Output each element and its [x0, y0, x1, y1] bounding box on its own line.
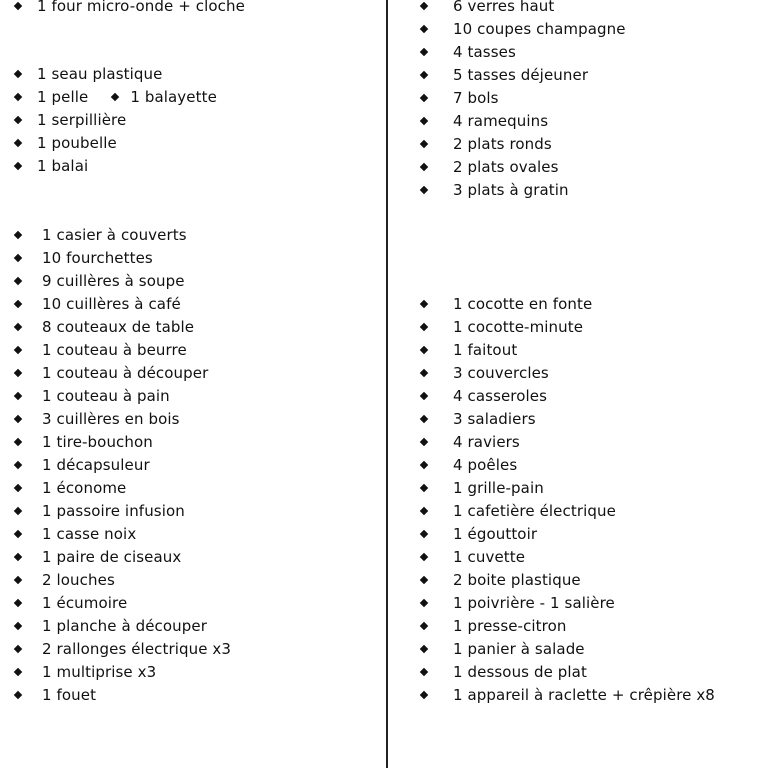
list-item-label: 2 plats ronds: [453, 135, 552, 153]
diamond-bullet-icon: [420, 691, 428, 699]
diamond-bullet-icon: [420, 622, 428, 630]
list-item-label: 1 cafetière électrique: [453, 502, 616, 520]
list-item-label: 10 fourchettes: [42, 249, 153, 267]
list-item-label: 10 cuillères à café: [42, 295, 181, 313]
diamond-bullet-icon: [420, 25, 428, 33]
list-item-label: 1 couteau à beurre: [42, 341, 187, 359]
diamond-bullet-icon: [14, 369, 22, 377]
diamond-bullet-icon: [420, 346, 428, 354]
diamond-bullet-icon: [14, 484, 22, 492]
diamond-bullet-icon: [420, 668, 428, 676]
diamond-bullet-icon: [420, 2, 428, 10]
diamond-bullet-icon: [14, 254, 22, 262]
list-item-label: 1 cocotte-minute: [453, 318, 584, 336]
diamond-bullet-icon: [420, 186, 428, 194]
list-item-label-first: 1 pelle: [37, 88, 89, 106]
diamond-bullet-icon: [420, 94, 428, 102]
diamond-bullet-icon: [14, 576, 22, 584]
list-item-label: 1 paire de ciseaux: [42, 548, 182, 566]
list-item-label: 2 louches: [42, 571, 115, 589]
diamond-bullet-icon: [14, 691, 22, 699]
list-item-label: 1 seau plastique: [37, 65, 163, 83]
diamond-bullet-icon: [14, 415, 22, 423]
list-item-label: 1 couteau à découper: [42, 364, 209, 382]
diamond-bullet-icon: [14, 346, 22, 354]
list-item-label: 1 couteau à pain: [42, 387, 170, 405]
diamond-bullet-icon: [420, 323, 428, 331]
diamond-bullet-icon: [14, 2, 22, 10]
diamond-bullet-icon: [14, 622, 22, 630]
list-item-label: 10 coupes champagne: [453, 20, 626, 38]
diamond-bullet-icon: [14, 438, 22, 446]
list-item-label: 2 rallonges électrique x3: [42, 640, 232, 658]
diamond-bullet-icon: [420, 461, 428, 469]
list-item-label: 4 ramequins: [453, 112, 549, 130]
list-item-label: 4 poêles: [453, 456, 518, 474]
list-item-label: 4 tasses: [453, 43, 516, 61]
list-item-label: 1 panier à salade: [453, 640, 585, 658]
list-item-label: 1 planche à découper: [42, 617, 208, 635]
diamond-bullet-icon: [14, 553, 22, 561]
diamond-bullet-icon: [420, 553, 428, 561]
list-item-label: 7 bols: [453, 89, 499, 107]
diamond-bullet-icon: [14, 277, 22, 285]
list-item-label: 1 balai: [37, 157, 89, 175]
diamond-bullet-icon: [420, 599, 428, 607]
column-divider: [386, 0, 388, 768]
list-item-label: 1 faitout: [453, 341, 518, 359]
list-item-label: 1 passoire infusion: [42, 502, 185, 520]
diamond-bullet-icon: [14, 645, 22, 653]
diamond-bullet-icon: [14, 116, 22, 124]
list-item-label: 1 casier à couverts: [42, 226, 187, 244]
diamond-bullet-icon: [14, 599, 22, 607]
diamond-bullet-icon: [14, 70, 22, 78]
diamond-bullet-icon: [420, 48, 428, 56]
diamond-bullet-icon: [420, 140, 428, 148]
diamond-bullet-icon: [420, 392, 428, 400]
diamond-bullet-icon: [14, 461, 22, 469]
list-item-label: 3 couvercles: [453, 364, 549, 382]
list-item-label: 9 cuillères à soupe: [42, 272, 185, 290]
list-item-label: 3 saladiers: [453, 410, 536, 428]
diamond-bullet-icon: [14, 507, 22, 515]
diamond-bullet-icon: [420, 507, 428, 515]
list-item-label: 1 grille-pain: [453, 479, 544, 497]
list-item-label: 1 cocotte en fonte: [453, 295, 593, 313]
diamond-bullet-icon: [420, 369, 428, 377]
list-item-label: 1 cuvette: [453, 548, 526, 566]
list-item-label: [37, 86, 217, 109]
diamond-bullet-icon: [420, 163, 428, 171]
list-item-label: 3 cuillères en bois: [42, 410, 180, 428]
list-item-label: 1 poubelle: [37, 134, 117, 152]
list-item-label: 1 poivrière - 1 salière: [453, 594, 615, 612]
diamond-bullet-icon: [14, 93, 22, 101]
list-item-label: 1 fouet: [42, 686, 97, 704]
list-item-label: 5 tasses déjeuner: [453, 66, 589, 84]
list-item-label: 1 tire-bouchon: [42, 433, 153, 451]
diamond-bullet-icon: [111, 92, 119, 100]
list-item-label: 1 four micro-onde + cloche: [37, 0, 245, 15]
list-item-label: 1 écumoire: [42, 594, 128, 612]
list-item-label: 1 égouttoir: [453, 525, 538, 543]
diamond-bullet-icon: [420, 117, 428, 125]
diamond-bullet-icon: [420, 438, 428, 446]
diamond-bullet-icon: [14, 668, 22, 676]
list-item-label: 1 économe: [42, 479, 127, 497]
list-item-label: 1 multiprise x3: [42, 663, 157, 681]
list-item-label: 1 serpillière: [37, 111, 127, 129]
list-item-label: 8 couteaux de table: [42, 318, 195, 336]
list-item-label: 1 appareil à raclette + crêpière x8: [453, 686, 715, 704]
diamond-bullet-icon: [420, 415, 428, 423]
diamond-bullet-icon: [14, 323, 22, 331]
diamond-bullet-icon: [14, 162, 22, 170]
list-item-label: 6 verres haut: [453, 0, 555, 15]
list-item-label: 1 presse-citron: [453, 617, 567, 635]
diamond-bullet-icon: [420, 300, 428, 308]
diamond-bullet-icon: [420, 484, 428, 492]
diamond-bullet-icon: [14, 530, 22, 538]
list-item-label: 2 plats ovales: [453, 158, 559, 176]
diamond-bullet-icon: [420, 71, 428, 79]
list-item-label: 4 raviers: [453, 433, 520, 451]
diamond-bullet-icon: [420, 645, 428, 653]
list-item-label: 1 casse noix: [42, 525, 137, 543]
list-item-label: 1 dessous de plat: [453, 663, 587, 681]
diamond-bullet-icon: [14, 392, 22, 400]
list-item-label: 2 boite plastique: [453, 571, 581, 589]
diamond-bullet-icon: [14, 139, 22, 147]
list-item-label: 4 casseroles: [453, 387, 548, 405]
diamond-bullet-icon: [420, 530, 428, 538]
diamond-bullet-icon: [14, 300, 22, 308]
list-item-label: 3 plats à gratin: [453, 181, 569, 199]
diamond-bullet-icon: [14, 231, 22, 239]
list-item-label: 1 décapsuleur: [42, 456, 150, 474]
list-item-label-second: 1 balayette: [130, 88, 217, 106]
diamond-bullet-icon: [420, 576, 428, 584]
